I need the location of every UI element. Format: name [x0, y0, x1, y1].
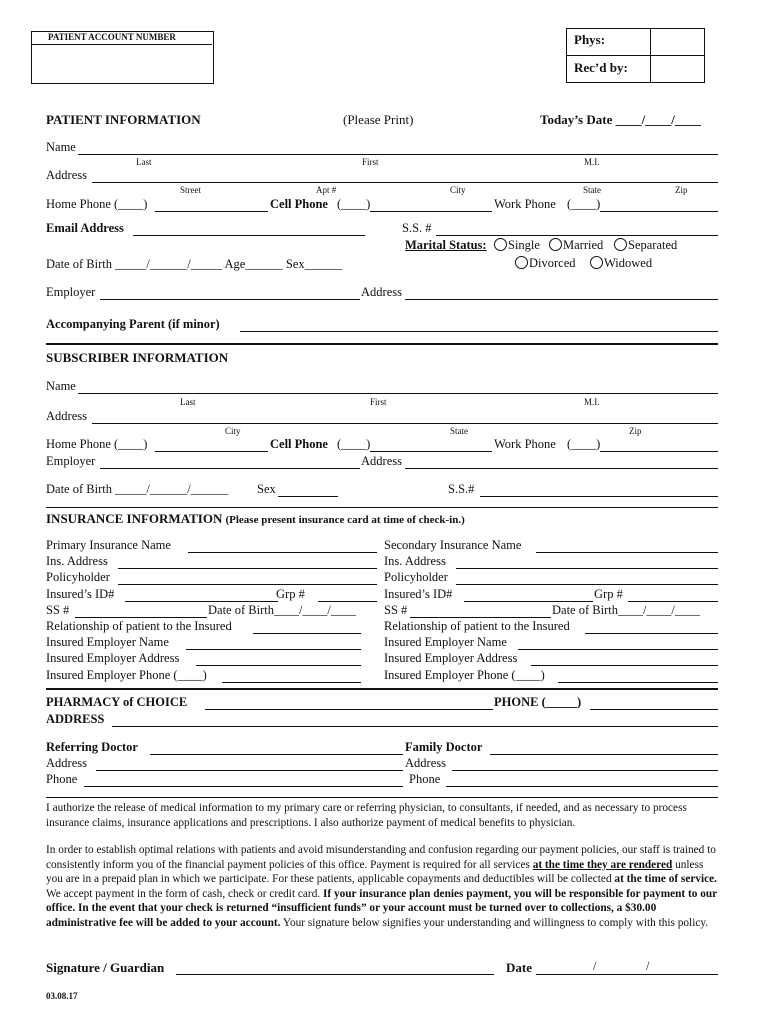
secondary-insurance-field-label: Insured’s ID#: [384, 586, 453, 601]
sub-employer-address-label: Address: [361, 454, 402, 468]
sub-work-phone-paren: (____): [567, 437, 601, 451]
secondary-insurance-field-label: Relationship of patient to the Insured: [384, 619, 570, 633]
secondary-insurance-field-label: Ins. Address: [384, 554, 446, 569]
secondary-insurance-field-line[interactable]: [558, 682, 718, 683]
subscriber-name-line[interactable]: [78, 393, 718, 394]
form-version-code: 03.08.17: [46, 991, 78, 1001]
secondary-insurance-field-label: SS #: [384, 602, 408, 617]
cell-phone-paren: (____): [337, 197, 371, 211]
sub-employer-address-line[interactable]: [405, 468, 718, 469]
primary-grp-label: Grp #: [276, 586, 305, 601]
insurance-info-title: INSURANCE INFORMATION: [46, 511, 223, 526]
name-sub-last: Last: [136, 157, 152, 167]
employer-label: Employer: [46, 285, 96, 299]
primary-insurance-field-label: Insured Employer Name: [46, 635, 169, 650]
referring-doctor-line[interactable]: [150, 754, 403, 755]
primary-insurance-field-label: Insured’s ID#: [46, 586, 115, 601]
address-sub-street: Street: [180, 185, 201, 195]
secondary-insurance-field-line[interactable]: [410, 617, 551, 618]
secondary-insurance-field-line[interactable]: [456, 584, 718, 585]
address-sub-city: City: [450, 185, 466, 195]
name-sub-mi: M.I.: [584, 157, 600, 167]
address-sub-state: State: [583, 185, 601, 195]
fam-doctor-address-line[interactable]: [452, 770, 718, 771]
secondary-dob-label: Date of Birth____/____/____: [552, 602, 700, 617]
sub-ss-line[interactable]: [480, 496, 718, 497]
authorization-text: I authorize the release of medical information to my primary care or referring physician, to consultants, if needed, and as necessary to process insurance claims, insurance applications and prescriptions. I also authorize payment of medical benefits to physician.: [46, 802, 687, 829]
insurance-heading: [46, 511, 465, 527]
ref-doctor-address-line[interactable]: [96, 770, 403, 771]
sub-address-city: City: [225, 426, 241, 436]
sub-name-last: Last: [180, 397, 196, 407]
subscriber-address-label: Address: [46, 409, 87, 423]
primary-insurance-field-line[interactable]: [118, 584, 377, 585]
radio-separated[interactable]: [614, 238, 627, 251]
email-label: Email Address: [46, 221, 124, 235]
patient-address-line[interactable]: [92, 182, 718, 183]
address-sub-apt: Apt #: [316, 185, 337, 195]
cell-phone-label: Cell Phone: [270, 197, 328, 211]
secondary-insurance-field-line[interactable]: [518, 649, 718, 650]
patient-info-title: PATIENT INFORMATION: [46, 112, 201, 127]
radio-widowed[interactable]: [590, 256, 603, 269]
date-slash-2: /: [646, 959, 650, 973]
address-sub-zip: Zip: [675, 185, 688, 195]
patient-name-label: Name: [46, 140, 76, 154]
recd-by-label: Rec’d by:: [574, 60, 628, 75]
todays-date-field[interactable]: Today’s Date ____/____/____: [540, 112, 701, 127]
fam-doctor-phone-line[interactable]: [446, 786, 718, 787]
sub-cell-phone-label: Cell Phone: [270, 437, 328, 451]
employer-line[interactable]: [100, 299, 360, 300]
primary-insurance-field-label: Primary Insurance Name: [46, 538, 171, 552]
secondary-insurance-field-label: Secondary Insurance Name: [384, 538, 522, 552]
pharmacy-phone-label: PHONE (_____): [494, 695, 582, 709]
sub-work-phone-label: Work Phone: [494, 437, 556, 451]
secondary-insurance-field-label: Insured Employer Phone (____): [384, 667, 545, 682]
grp-line[interactable]: [318, 601, 377, 602]
phys-label: Phys:: [574, 32, 606, 47]
recd-by-field[interactable]: [652, 56, 702, 81]
pharmacy-address-line[interactable]: [112, 726, 718, 727]
primary-insurance-field-label: Policyholder: [46, 570, 110, 585]
email-line[interactable]: [133, 235, 365, 236]
primary-insurance-field-line[interactable]: [125, 601, 278, 602]
please-print-note: (Please Print): [343, 112, 414, 127]
grp-line[interactable]: [628, 601, 718, 602]
marital-married[interactable]: Married: [549, 238, 603, 253]
ss-label: S.S. #: [402, 221, 432, 235]
sub-address-state: State: [450, 426, 468, 436]
secondary-insurance-field-line[interactable]: [464, 601, 593, 602]
patient-name-line[interactable]: [78, 154, 718, 155]
work-phone-line[interactable]: [600, 211, 718, 212]
payment-policy-text: In order to establish optimal relations with patients and avoid misunderstanding and confusion regarding our payment policies, our staff is trained to consistently inform you of the financial payment policies of this office. Payment is required for all services at the time they are rendered unless you are in a prepaid plan in which we participate. For these patients, applicable copayments and deductibles will be collected at the time of service. We accept payment in the form of cash, check or credit card. If your insurance plan denies payment, you will be responsible for payment to our office. In the event that your check is returned “insufficient funds” or your account must be turned over to collections, a $30.00 administrative fee will be added to your account. Your signature below signifies your understanding and willingness to comply with this policy.: [46, 844, 717, 929]
work-phone-label: Work Phone: [494, 197, 556, 211]
primary-insurance-field-label: SS #: [46, 602, 70, 617]
employer-address-label: Address: [361, 285, 402, 299]
ref-doctor-phone-label: Phone: [46, 772, 78, 786]
sub-cell-phone-paren: (____): [337, 437, 371, 451]
secondary-insurance-field-label: Insured Employer Name: [384, 635, 507, 650]
secondary-insurance-field-line[interactable]: [585, 633, 718, 634]
subscriber-address-line[interactable]: [92, 423, 718, 424]
accompanying-parent-label: Accompanying Parent (if minor): [46, 317, 220, 331]
primary-insurance-field-line[interactable]: [196, 665, 361, 666]
date-slash-1: /: [593, 959, 597, 973]
radio-divorced[interactable]: [515, 256, 528, 269]
primary-insurance-field-label: Insured Employer Phone (____): [46, 667, 207, 682]
pharmacy-phone-line[interactable]: [590, 709, 718, 710]
primary-insurance-field-line[interactable]: [75, 617, 207, 618]
primary-insurance-field-label: Relationship of patient to the Insured: [46, 619, 232, 633]
sub-work-phone-line[interactable]: [600, 451, 718, 452]
secondary-insurance-field-line[interactable]: [536, 552, 718, 553]
primary-dob-label: Date of Birth____/____/____: [208, 602, 356, 617]
signature-date-line[interactable]: [536, 974, 718, 975]
signature-label: Signature / Guardian: [46, 960, 165, 975]
marital-widowed[interactable]: Widowed: [590, 256, 652, 271]
primary-insurance-field-line[interactable]: [253, 633, 361, 634]
radio-married[interactable]: [549, 238, 562, 251]
ss-line[interactable]: [436, 235, 718, 236]
pharmacy-label: PHARMACY of CHOICE: [46, 695, 188, 709]
sub-sex-line[interactable]: [278, 496, 338, 497]
ref-doctor-phone-line[interactable]: [84, 786, 403, 787]
family-doctor-line[interactable]: [490, 754, 718, 755]
secondary-insurance-field-line[interactable]: [456, 568, 718, 569]
sub-home-phone-label: Home Phone (____): [46, 437, 148, 451]
accompanying-parent-line[interactable]: [240, 331, 718, 332]
primary-insurance-field-line[interactable]: [222, 682, 361, 683]
signature-date-label: Date: [506, 960, 532, 975]
account-number-label: PATIENT ACCOUNT NUMBER: [48, 32, 176, 42]
primary-insurance-field-line[interactable]: [188, 552, 377, 553]
secondary-insurance-field-label: Insured Employer Address: [384, 651, 518, 666]
home-phone-label: Home Phone (____): [46, 197, 148, 211]
marital-single[interactable]: Single: [494, 238, 540, 253]
secondary-insurance-field-label: Policyholder: [384, 570, 448, 585]
family-doctor-label: Family Doctor: [405, 740, 483, 754]
sub-name-mi: M.I.: [584, 397, 600, 407]
primary-insurance-field-label: Ins. Address: [46, 554, 108, 569]
name-sub-first: First: [362, 157, 379, 167]
subscriber-name-label: Name: [46, 379, 76, 393]
employer-address-line[interactable]: [405, 299, 718, 300]
secondary-insurance-field-line[interactable]: [531, 665, 718, 666]
sub-name-first: First: [370, 397, 387, 407]
pharmacy-address-label: ADDRESS: [46, 712, 105, 726]
patient-address-label: Address: [46, 168, 87, 182]
marital-divorced[interactable]: Divorced: [515, 256, 576, 271]
sub-employer-line[interactable]: [100, 468, 360, 469]
sub-ss-label: S.S.#: [448, 482, 475, 496]
patient-dob-row[interactable]: Date of Birth _____/______/_____ Age______ Sex______: [46, 257, 343, 271]
primary-insurance-field-line[interactable]: [186, 649, 361, 650]
sub-dob-row[interactable]: Date of Birth _____/______/______: [46, 482, 229, 496]
signature-line[interactable]: [176, 974, 494, 975]
marital-status-label: Marital Status:: [405, 238, 487, 252]
primary-insurance-field-line[interactable]: [118, 568, 377, 569]
sub-cell-phone-line[interactable]: [370, 451, 492, 452]
referring-doctor-label: Referring Doctor: [46, 740, 138, 754]
work-phone-paren: (____): [567, 197, 601, 211]
insurance-note: (Please present insurance card at time of check-in.): [225, 514, 465, 526]
sub-home-phone-line[interactable]: [155, 451, 268, 452]
home-phone-line[interactable]: [155, 211, 268, 212]
primary-insurance-field-label: Insured Employer Address: [46, 651, 180, 666]
sub-address-zip: Zip: [629, 426, 642, 436]
phys-field[interactable]: [652, 29, 702, 54]
cell-phone-line[interactable]: [370, 211, 492, 212]
sub-employer-label: Employer: [46, 454, 96, 468]
pharmacy-line[interactable]: [205, 709, 493, 710]
radio-single[interactable]: [494, 238, 507, 251]
fam-doctor-phone-label: Phone: [409, 772, 441, 786]
sub-sex-label: Sex: [257, 482, 276, 496]
ref-doctor-address-label: Address: [46, 756, 87, 770]
marital-separated[interactable]: Separated: [614, 238, 677, 253]
secondary-grp-label: Grp #: [594, 586, 623, 601]
fam-doctor-address-label: Address: [405, 756, 446, 770]
subscriber-info-title: SUBSCRIBER INFORMATION: [46, 350, 229, 365]
